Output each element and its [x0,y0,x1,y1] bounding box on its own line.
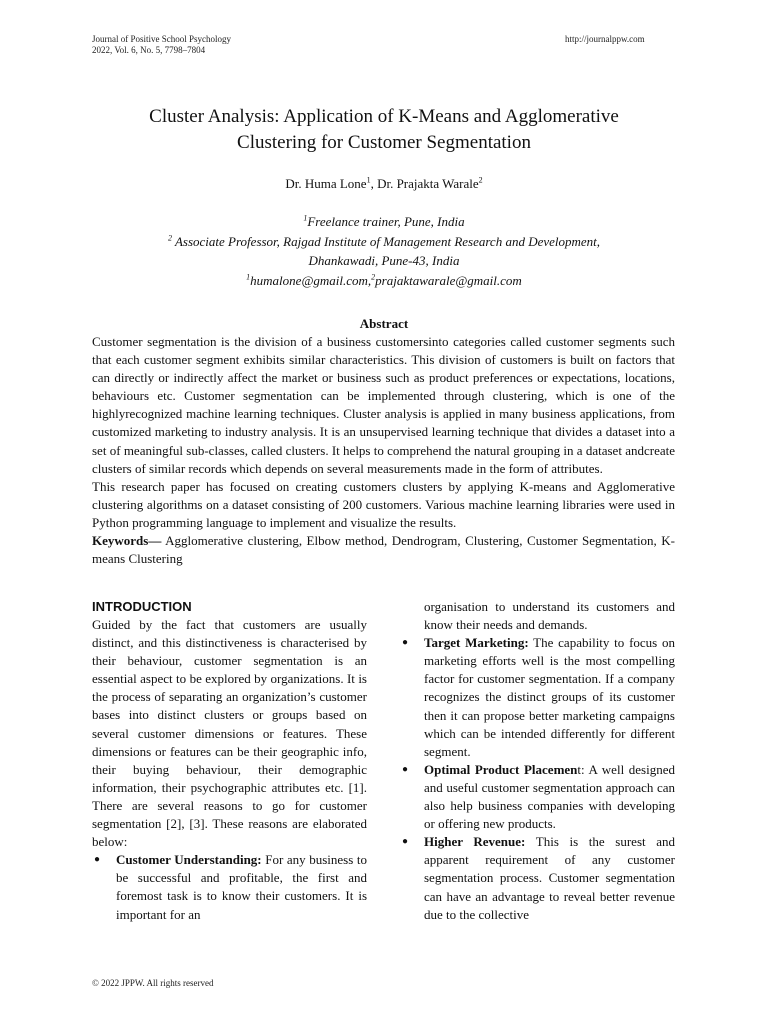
journal-name: Journal of Positive School Psychology [92,34,231,44]
bullet-icon: ● [402,836,409,848]
affiliation-2-mark: 2 [167,233,172,243]
list-item-lead: Higher Revenue: [424,834,526,850]
list-item-continuation: organisation to understand its customers and know their needs and demands. [424,599,675,633]
email-1[interactable]: humalone@gmail.com, [250,272,372,288]
reasons-list [92,851,367,923]
affiliation-2: $^2$ Associate Professor, Rajgad Institute of Management Research and Development, [167,233,601,249]
body-column-right [400,598,675,924]
keywords-label: Keywords— [92,533,162,549]
affiliations [92,212,676,290]
list-item-lead: Customer Understanding: [116,852,262,868]
affiliation-2-address: Dhankawadi, Pune-43, India [308,253,460,268]
introduction-paragraph: Guided by the fact that customers are usually distinct, and this distinctiveness is characterised by their behaviour, customer segmentation is an essential aspect to be explored by organizations. It is the process of separating an organization’s customer bases into distinct clusters or groups based on several customer dimensions or features. These dimensions or features can be their geographic info, their buying behaviour, their demographic information, their psychographic attributes etc. [1]. There are several reasons to go for customer segmentation [2], [3]. These reasons are elaborated below: [92,617,367,850]
author-2-affiliation-mark: 2 [478,175,483,185]
title-line-1: Cluster Analysis: Application of K-Means and Agglomerative [149,106,619,127]
journal-url[interactable]: http://journalppw.com [565,34,645,44]
list-item-lead: Target Marketing: [424,635,529,651]
keywords [92,532,675,568]
abstract-paragraph-1: Customer segmentation is the division of a business customersinto categories called customer segments such that each customer segment exhibits similar characteristics. This division of customers is built on factors that can directly or indirectly affect the market or business such as product preferences or expectations, locations, behaviours etc. Customer segmentation can be implemented through clustering, which is one of the highlyrecognized machine learning techniques. Cluster analysis is applied in many business applications, from customized marketing to industry analysis. It is an unsupervised learning technique that divides a dataset into a set of meaningful sub-classes, called clusters. It helps to comprehend the natural grouping in a dataset andcreate clusters of similar records which depends on several measurements made in the form of attributes. [92,334,675,476]
author-1: Dr. Huma Lone [285,176,367,191]
affiliation-1: $^1$Freelance trainer, Pune, India [303,213,465,229]
paper-title [92,104,676,156]
reasons-list-continued [400,598,675,924]
list-item-text: The capability to focus on marketing efforts well is the most compelling factor for customer segmentation. If a company recognizes the distinct groups of its customer then it can propose better marketing campaigns which can be intended differently for different segment. [424,635,675,759]
list-item-lead: Optimal Product Placemen [424,761,578,777]
affiliation-1-mark: 1 [303,213,308,223]
list-item-text: For any business to be successful and profitable, the first and foremost task is to know their customers. It is important for an [116,852,367,922]
page-footer-copyright: © 2022 JPPW. All rights reserved [92,978,214,988]
bullet-icon: ● [402,637,409,649]
abstract-paragraph-2: This research paper has focused on creating customers clusters by applying K-means and Agglomerative clustering algorithms on a dataset consisting of 200 customers. Various machine learning libraries were used in Python programming language to implement and visualize the results. [92,478,675,530]
abstract-heading: Abstract [359,316,409,331]
running-header-left [92,34,231,56]
author-list [92,176,676,192]
list-item [400,761,675,833]
author-2: Dr. Prajakta Warale [377,176,479,191]
body-column-left [92,598,367,924]
section-heading-introduction: INTRODUCTION [92,599,192,614]
list-item [400,833,675,923]
list-item-text: t: A well designed and useful customer segmentation approach can also help business companies with developing or offering new products. [424,761,675,832]
email-2[interactable]: prajaktawarale@gmail.com [375,272,522,288]
abstract-body [92,333,675,568]
keywords-list: Agglomerative clustering, Elbow method, Dendrogram, Clustering, Customer Segmentation, K-means Clustering [92,533,675,567]
author-separator: , [370,176,378,191]
list-item [400,634,675,761]
journal-issue: 2022, Vol. 6, No. 5, 7798–7804 [92,45,206,55]
bullet-icon: ● [402,763,409,775]
author-emails: $^1$humalone@gmail.com,$^2$prajaktawarale@gmail.com [246,272,522,288]
list-item [92,851,367,923]
author-1-affiliation-mark: 1 [366,175,371,185]
title-line-2: Clustering for Customer Segmentation [237,132,531,153]
bullet-icon: ● [94,854,101,866]
list-item-text: This is the surest and apparent requirement of any customer segmentation process. Customer segmentation can have an advantage to reveal better revenue due to the collective [424,834,676,922]
